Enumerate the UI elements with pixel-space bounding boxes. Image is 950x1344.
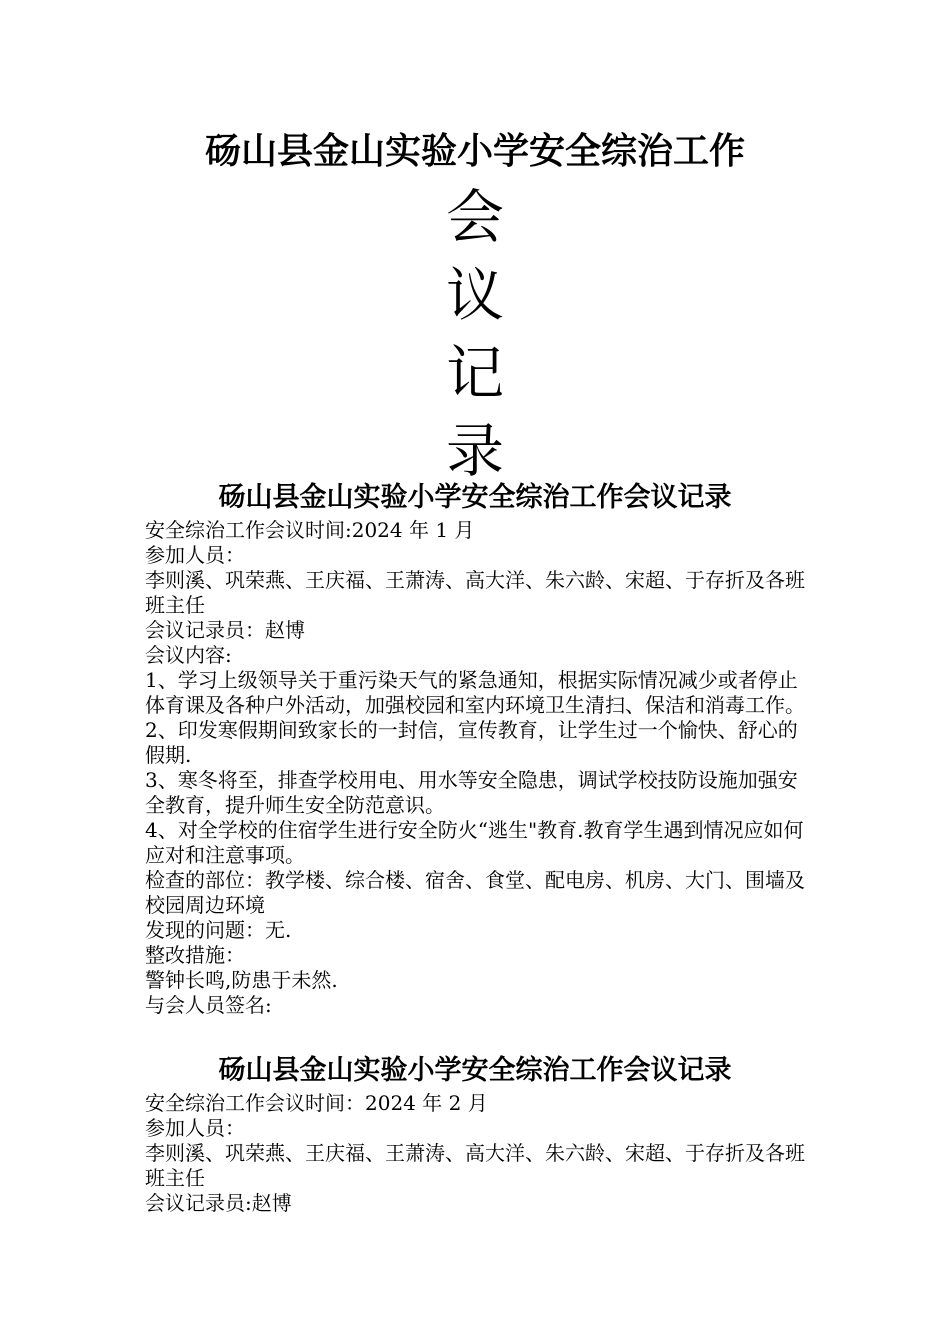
content-item: 4、对全学校的住宿学生进行安全防火“逃生"教育.教育学生遇到情况应如何应对和注意事项。 <box>145 818 804 867</box>
recorder: 会议记录员:赵博 <box>145 1191 292 1215</box>
meeting-time: 安全综治工作会议时间:2024 年 1 月 <box>145 518 475 542</box>
attendees-list: 李则溪、巩荣燕、王庆福、王萧涛、高大洋、朱六龄、宋超、于存折及各班班主任 <box>145 1141 805 1190</box>
content-item: 1、学习上级领导关于重污染天气的紧急通知，根据实际情况减少或者停止体育课及各种户外活动，加强校园和室内环境卫生清扫、保洁和消毒工作。 <box>145 668 805 717</box>
attendees-list: 李则溪、巩荣燕、王庆福、王萧涛、高大洋、朱六龄、宋超、于存折及各班班主任 <box>145 568 805 617</box>
attendees-label: 参加人员： <box>145 1116 245 1140</box>
content-label: 会议内容: <box>145 643 232 667</box>
cover-vertical-char: 记 <box>445 339 504 407</box>
record-title: 砀山县金山实验小学安全综治工作会议记录 <box>218 482 732 513</box>
cover-vertical-char: 议 <box>445 261 504 329</box>
record-title: 砀山县金山实验小学安全综治工作会议记录 <box>218 1055 732 1086</box>
attendees-label: 参加人员： <box>145 543 245 567</box>
signature-label: 与会人员签名: <box>145 993 272 1017</box>
inspection-areas: 检查的部位：教学楼、综合楼、宿舍、食堂、配电房、机房、大门、围墙及校园周边环境 <box>145 868 805 917</box>
rectification-label: 整改措施： <box>145 943 245 967</box>
problems-found: 发现的问题：无. <box>145 918 292 942</box>
content-item: 3、寒冬将至，排查学校用电、用水等安全隐患，调试学校技防设施加强安全教育，提升师生安全防范意识。 <box>145 768 798 817</box>
content-item: 2、印发寒假期间致家长的一封信，宣传教育，让学生过一个愉快、舒心的假期. <box>145 718 798 767</box>
cover-title: 砀山县金山实验小学安全综治工作 <box>204 130 745 172</box>
meeting-record-1 <box>145 480 815 1018</box>
rectification-text: 警钟长鸣,防患于未然. <box>145 968 338 992</box>
meeting-record-2 <box>145 1053 815 1216</box>
recorder: 会议记录员：赵博 <box>145 618 305 642</box>
meeting-time: 安全综治工作会议时间：2024 年 2 月 <box>145 1091 488 1115</box>
cover-vertical-title <box>0 178 950 490</box>
cover-vertical-char: 录 <box>445 417 504 485</box>
cover-vertical-char: 会 <box>445 183 504 251</box>
